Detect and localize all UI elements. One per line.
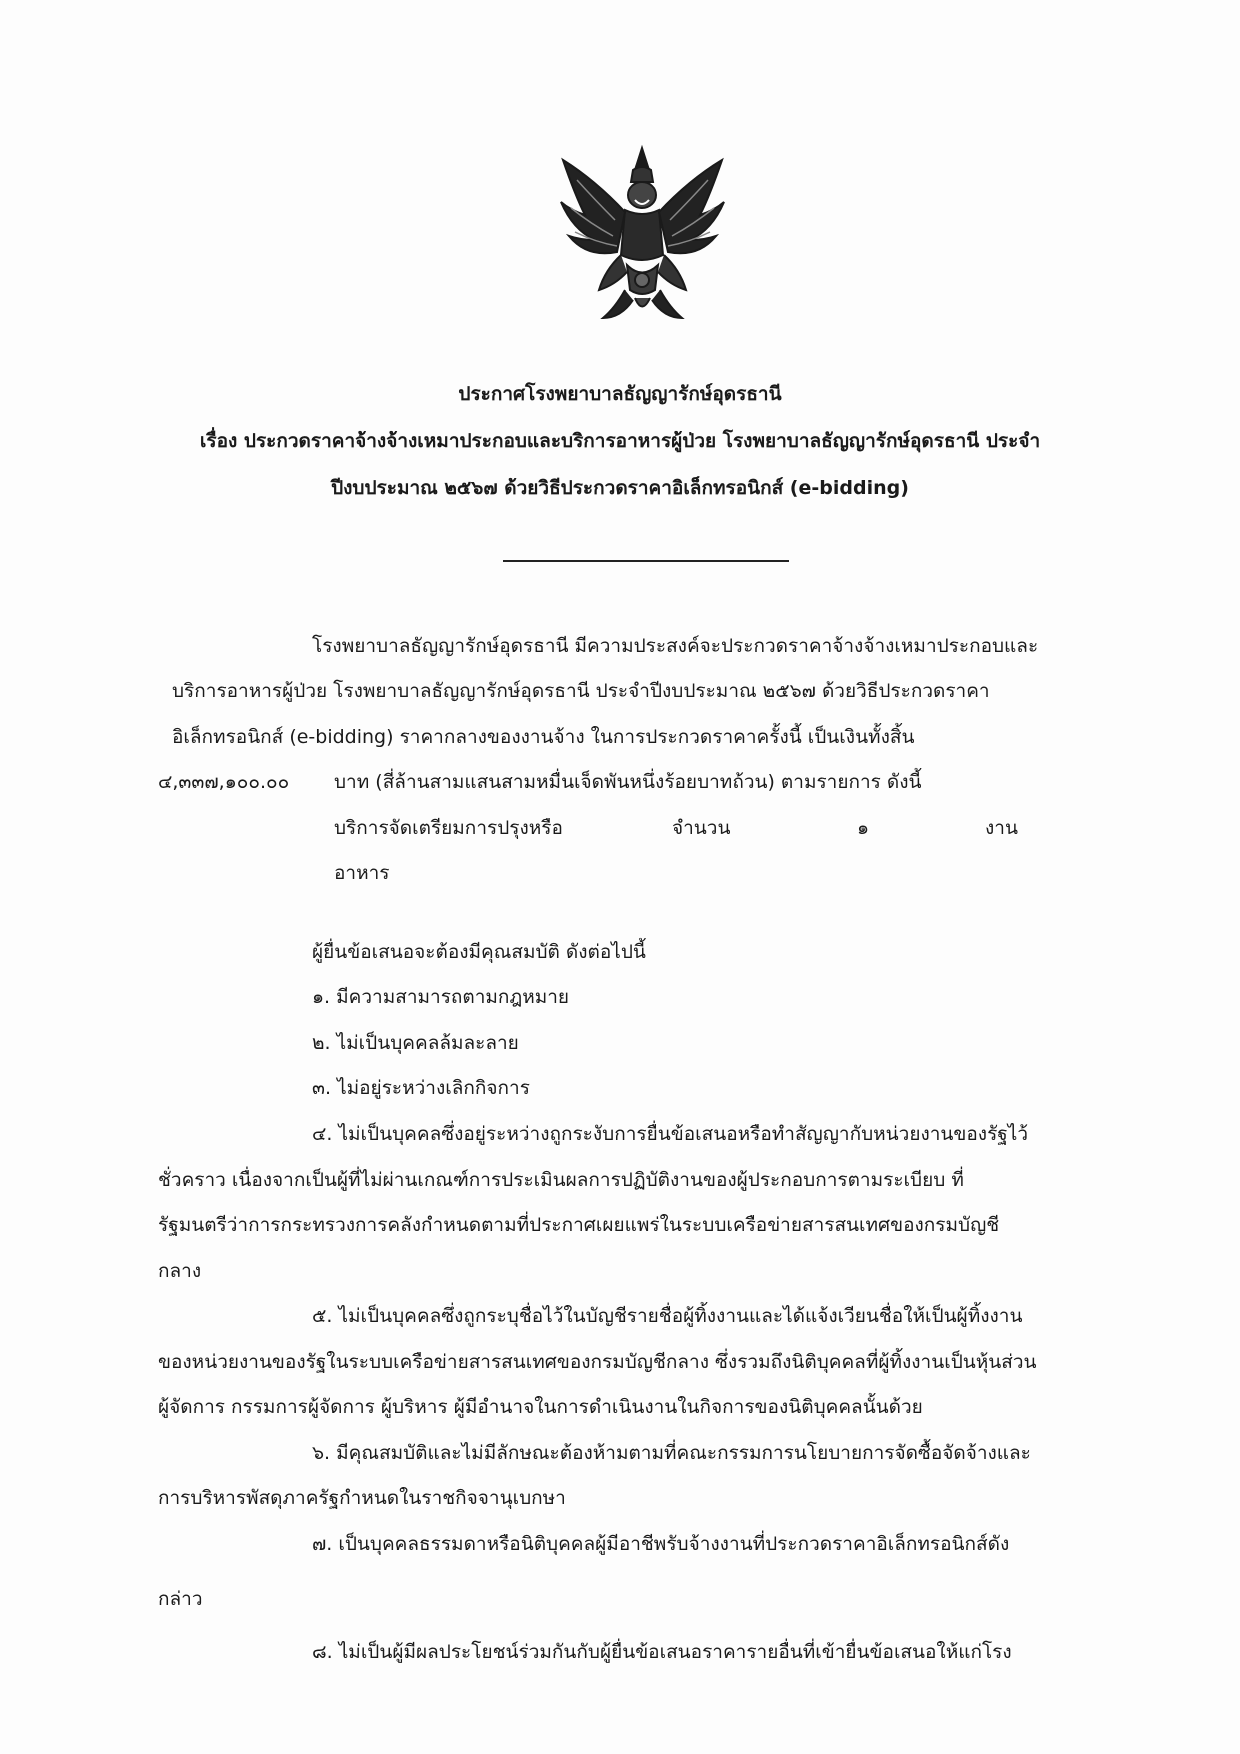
item-unit: งาน bbox=[985, 817, 1018, 839]
qualification-5-line-3: ผู้จัดการ กรรมการผู้จัดการ ผู้บริหาร ผู้มีอำนาจในการดำเนินงานในกิจการของนิติบุคคลนั้นด้วย bbox=[158, 1396, 923, 1418]
qualification-6-line-1: ๖. มีคุณสมบัติและไม่มีลักษณะต้องห้ามตามที่คณะกรรมการนโยบายการจัดซื้อจัดจ้างและ bbox=[312, 1442, 1031, 1464]
item-name-continued: อาหาร bbox=[334, 862, 390, 884]
qualification-4-line-2: ชั่วคราว เนื่องจากเป็นผู้ที่ไม่ผ่านเกณฑ์การประเมินผลการปฏิบัติงานของผู้ประกอบการตามระเบียบ ที่ bbox=[158, 1169, 964, 1191]
qualification-7-line-2: กล่าว bbox=[158, 1588, 203, 1610]
item-name: บริการจัดเตรียมการปรุงหรือ bbox=[334, 817, 563, 839]
intro-line-1: โรงพยาบาลธัญญารักษ์อุดรธานี มีความประสงค์จะประกวดราคาจ้างจ้างเหมาประกอบและ bbox=[312, 635, 1039, 657]
qualification-8-line-1: ๘. ไม่เป็นผู้มีผลประโยชน์ร่วมกันกับผู้ยื่นข้อเสนอราคารายอื่นที่เข้ายื่นข้อเสนอให้แก่โรง bbox=[312, 1641, 1012, 1663]
subject-line-1: เรื่อง ประกวดราคาจ้างจ้างเหมาประกอบและบริการอาหารผู้ป่วย โรงพยาบาลธัญญารักษ์อุดรธานี ประจำ bbox=[199, 430, 1041, 452]
qualification-5-line-1: ๕. ไม่เป็นบุคคลซึ่งถูกระบุชื่อไว้ในบัญชีรายชื่อผู้ทิ้งงานและได้แจ้งเวียนชื่อให้เป็นผู้ทิ้งงาน bbox=[312, 1305, 1023, 1327]
qualification-4-line-4: กลาง bbox=[158, 1260, 202, 1282]
intro-line-3: อิเล็กทรอนิกส์ (e-bidding) ราคากลางของงานจ้าง ในการประกวดราคาครั้งนี้ เป็นเงินทั้งสิ้น bbox=[172, 726, 915, 748]
intro-line-2: บริการอาหารผู้ป่วย โรงพยาบาลธัญญารักษ์อุดรธานี ประจำปีงบประมาณ ๒๕๖๗ ด้วยวิธีประกวดราคา bbox=[172, 680, 990, 702]
qualification-4-line-1: ๔. ไม่เป็นบุคคลซึ่งอยู่ระหว่างถูกระงับการยื่นข้อเสนอหรือทำสัญญากับหน่วยงานของรัฐไว้ bbox=[312, 1123, 1028, 1145]
item-quantity-label: จำนวน bbox=[672, 817, 731, 839]
qualification-7-line-1: ๗. เป็นบุคคลธรรมดาหรือนิติบุคคลผู้มีอาชีพรับจ้างงานที่ประกวดราคาอิเล็กทรอนิกส์ดัง bbox=[312, 1533, 1010, 1555]
qualification-4-line-3: รัฐมนตรีว่าการกระทรวงการคลังกำหนดตามที่ประกาศเผยแพร่ในระบบเครือข่ายสารสนเทศของกรมบัญชี bbox=[158, 1214, 1000, 1236]
item-quantity: ๑ bbox=[857, 817, 870, 839]
qualification-2: ๒. ไม่เป็นบุคคลล้มละลาย bbox=[312, 1032, 519, 1054]
qualification-3: ๓. ไม่อยู่ระหว่างเลิกกิจการ bbox=[312, 1077, 530, 1099]
qualification-5-line-2: ของหน่วยงานของรัฐในระบบเครือข่ายสารสนเทศของกรมบัญชีกลาง ซึ่งรวมถึงนิติบุคคลที่ผู้ทิ้งงานเป็นหุ้นส่วน bbox=[158, 1351, 1037, 1373]
announcement-title: ประกาศโรงพยาบาลธัญญารักษ์อุดรธานี bbox=[458, 383, 782, 405]
qualifications-intro: ผู้ยื่นข้อเสนอจะต้องมีคุณสมบัติ ดังต่อไปนี้ bbox=[312, 941, 646, 963]
qualification-1: ๑. มีความสามารถตามกฎหมาย bbox=[312, 986, 570, 1008]
budget-amount: ๔,๓๓๗,๑๐๐.๐๐ bbox=[158, 771, 290, 793]
intro-line-4: บาท (สี่ล้านสามแสนสามหมื่นเจ็ดพันหนึ่งร้อยบาทถ้วน) ตามรายการ ดังนี้ bbox=[334, 771, 922, 793]
subject-line-2: ปีงบประมาณ ๒๕๖๗ ด้วยวิธีประกวดราคาอิเล็กทรอนิกส์ (e-bidding) bbox=[331, 477, 909, 499]
garuda-emblem-icon bbox=[555, 140, 730, 325]
title-divider bbox=[503, 560, 789, 562]
qualification-6-line-2: การบริหารพัสดุภาครัฐกำหนดในราชกิจจานุเบกษา bbox=[158, 1487, 566, 1509]
